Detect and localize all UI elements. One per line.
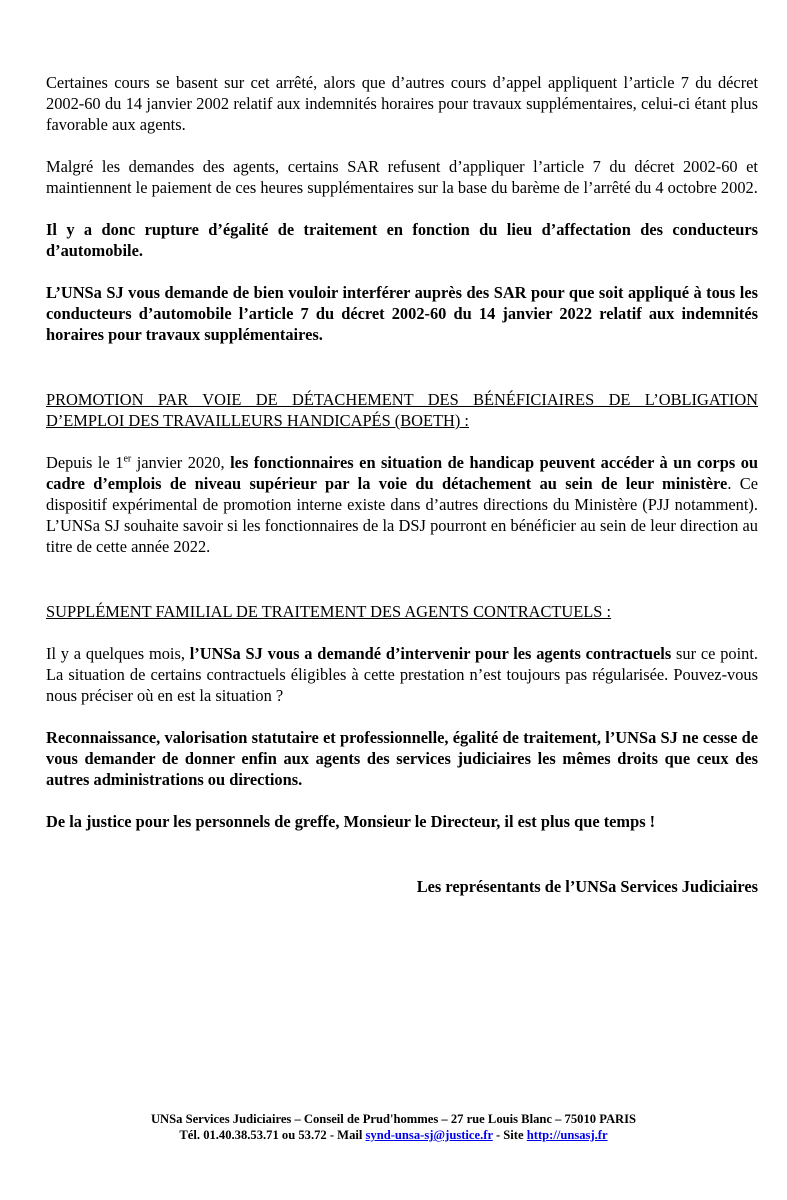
boeth-superscript: er — [123, 453, 132, 465]
footer-site-label: - Site — [492, 1128, 527, 1142]
sft-text-end: sur ce point. La situation de certains contractuels éligibles à cette prestation n’est toujours pas régularisée. Pouvez-vous nous préciser où en est la situation ? — [46, 644, 758, 705]
footer-address: UNSa Services Judiciaires – Conseil de Prud'hommes – 27 rue Louis Blanc – 75010 PARIS — [150, 1112, 637, 1126]
rupture-egalite-text: Il y a donc rupture d’égalité de traitement en fonction du lieu d’affectation des conducteurs d’automobile. — [46, 220, 758, 260]
document-body — [46, 72, 758, 897]
signature: Les représentants de l’UNSa Services Judiciaires — [416, 877, 758, 896]
sft-text-bold: l’UNSa SJ vous a demandé d’intervenir pour les agents contractuels — [189, 644, 672, 663]
paragraph-demandes-agents: Malgré les demandes des agents, certains SAR refusent d’appliquer l’article 7 du décret 2002-60 et maintiennent le paiement de ces heures supplémentaires sur la base du barème de l’arrêté du 4 octobre 2002. — [46, 157, 758, 197]
boeth-text-start: Depuis le 1 — [46, 453, 124, 472]
boeth-text-date: janvier 2020, — [131, 453, 231, 472]
justice-greffe-text: De la justice pour les personnels de greffe, Monsieur le Directeur, il est plus que temps ! — [46, 812, 656, 831]
paragraph-boeth — [46, 452, 758, 557]
footer-site-link[interactable]: http://unsasj.fr — [526, 1128, 608, 1142]
paragraph-rupture-egalite — [46, 219, 758, 261]
reconnaissance-text: Reconnaissance, valorisation statutaire et professionnelle, égalité de traitement, l’UNSa SJ ne cesse de vous demander de donner enfin aux agents des services judiciaires les mêmes droits que ceux des autres administrations ou directions. — [46, 728, 758, 789]
paragraph-justice-greffe — [46, 811, 758, 832]
boeth-text-bold: les fonctionnaires en situation de handicap peuvent accéder à un corps ou cadre d’emplois de niveau supérieur par la voie du détachement au sein de leur ministère — [46, 453, 759, 493]
sft-text-start: Il y a quelques mois, — [46, 644, 190, 663]
demande-unsa-text: L’UNSa SJ vous demande de bien vouloir interférer auprès des SAR pour que soit appliqué à tous les conducteurs d’automobile l’article 7 du décret 2002-60 du 14 janvier 2022 relatif aux indemnités horaires pour travaux supplémentaires. — [46, 283, 758, 344]
paragraph-reconnaissance — [46, 727, 758, 790]
paragraph-demande-unsa — [46, 282, 758, 345]
footer-contact — [0, 1127, 787, 1143]
section-heading-boeth: PROMOTION PAR VOIE DE DÉTACHEMENT DES BÉNÉFICIAIRES DE L’OBLIGATION D’EMPLOI DES TRAVAILLEURS HANDICAPÉS (BOETH) : — [46, 390, 758, 430]
footer-email-link[interactable]: synd-unsa-sj@justice.fr — [365, 1128, 493, 1142]
footer — [0, 1111, 787, 1143]
paragraph-cours-arrete: Certaines cours se basent sur cet arrêté, alors que d’autres cours d’appel appliquent l’article 7 du décret 2002-60 du 14 janvier 2002 relatif aux indemnités horaires pour travaux supplémentaires, celui-ci étant plus favorable aux agents. — [46, 73, 758, 134]
boeth-text-end: . Ce dispositif expérimental de promotion interne existe dans d’autres directions du Ministère (PJJ notamment). L’UNSa SJ souhaite savoir si les fonctionnaires de la DSJ pourront en bénéficier au sein de leur direction au titre de cette année 2022. — [46, 474, 758, 556]
section-heading-sft: SUPPLÉMENT FAMILIAL DE TRAITEMENT DES AGENTS CONTRACTUELS : — [46, 602, 612, 621]
paragraph-sft — [46, 643, 758, 706]
footer-phone: Tél. 01.40.38.53.71 ou 53.72 - Mail — [179, 1128, 366, 1142]
